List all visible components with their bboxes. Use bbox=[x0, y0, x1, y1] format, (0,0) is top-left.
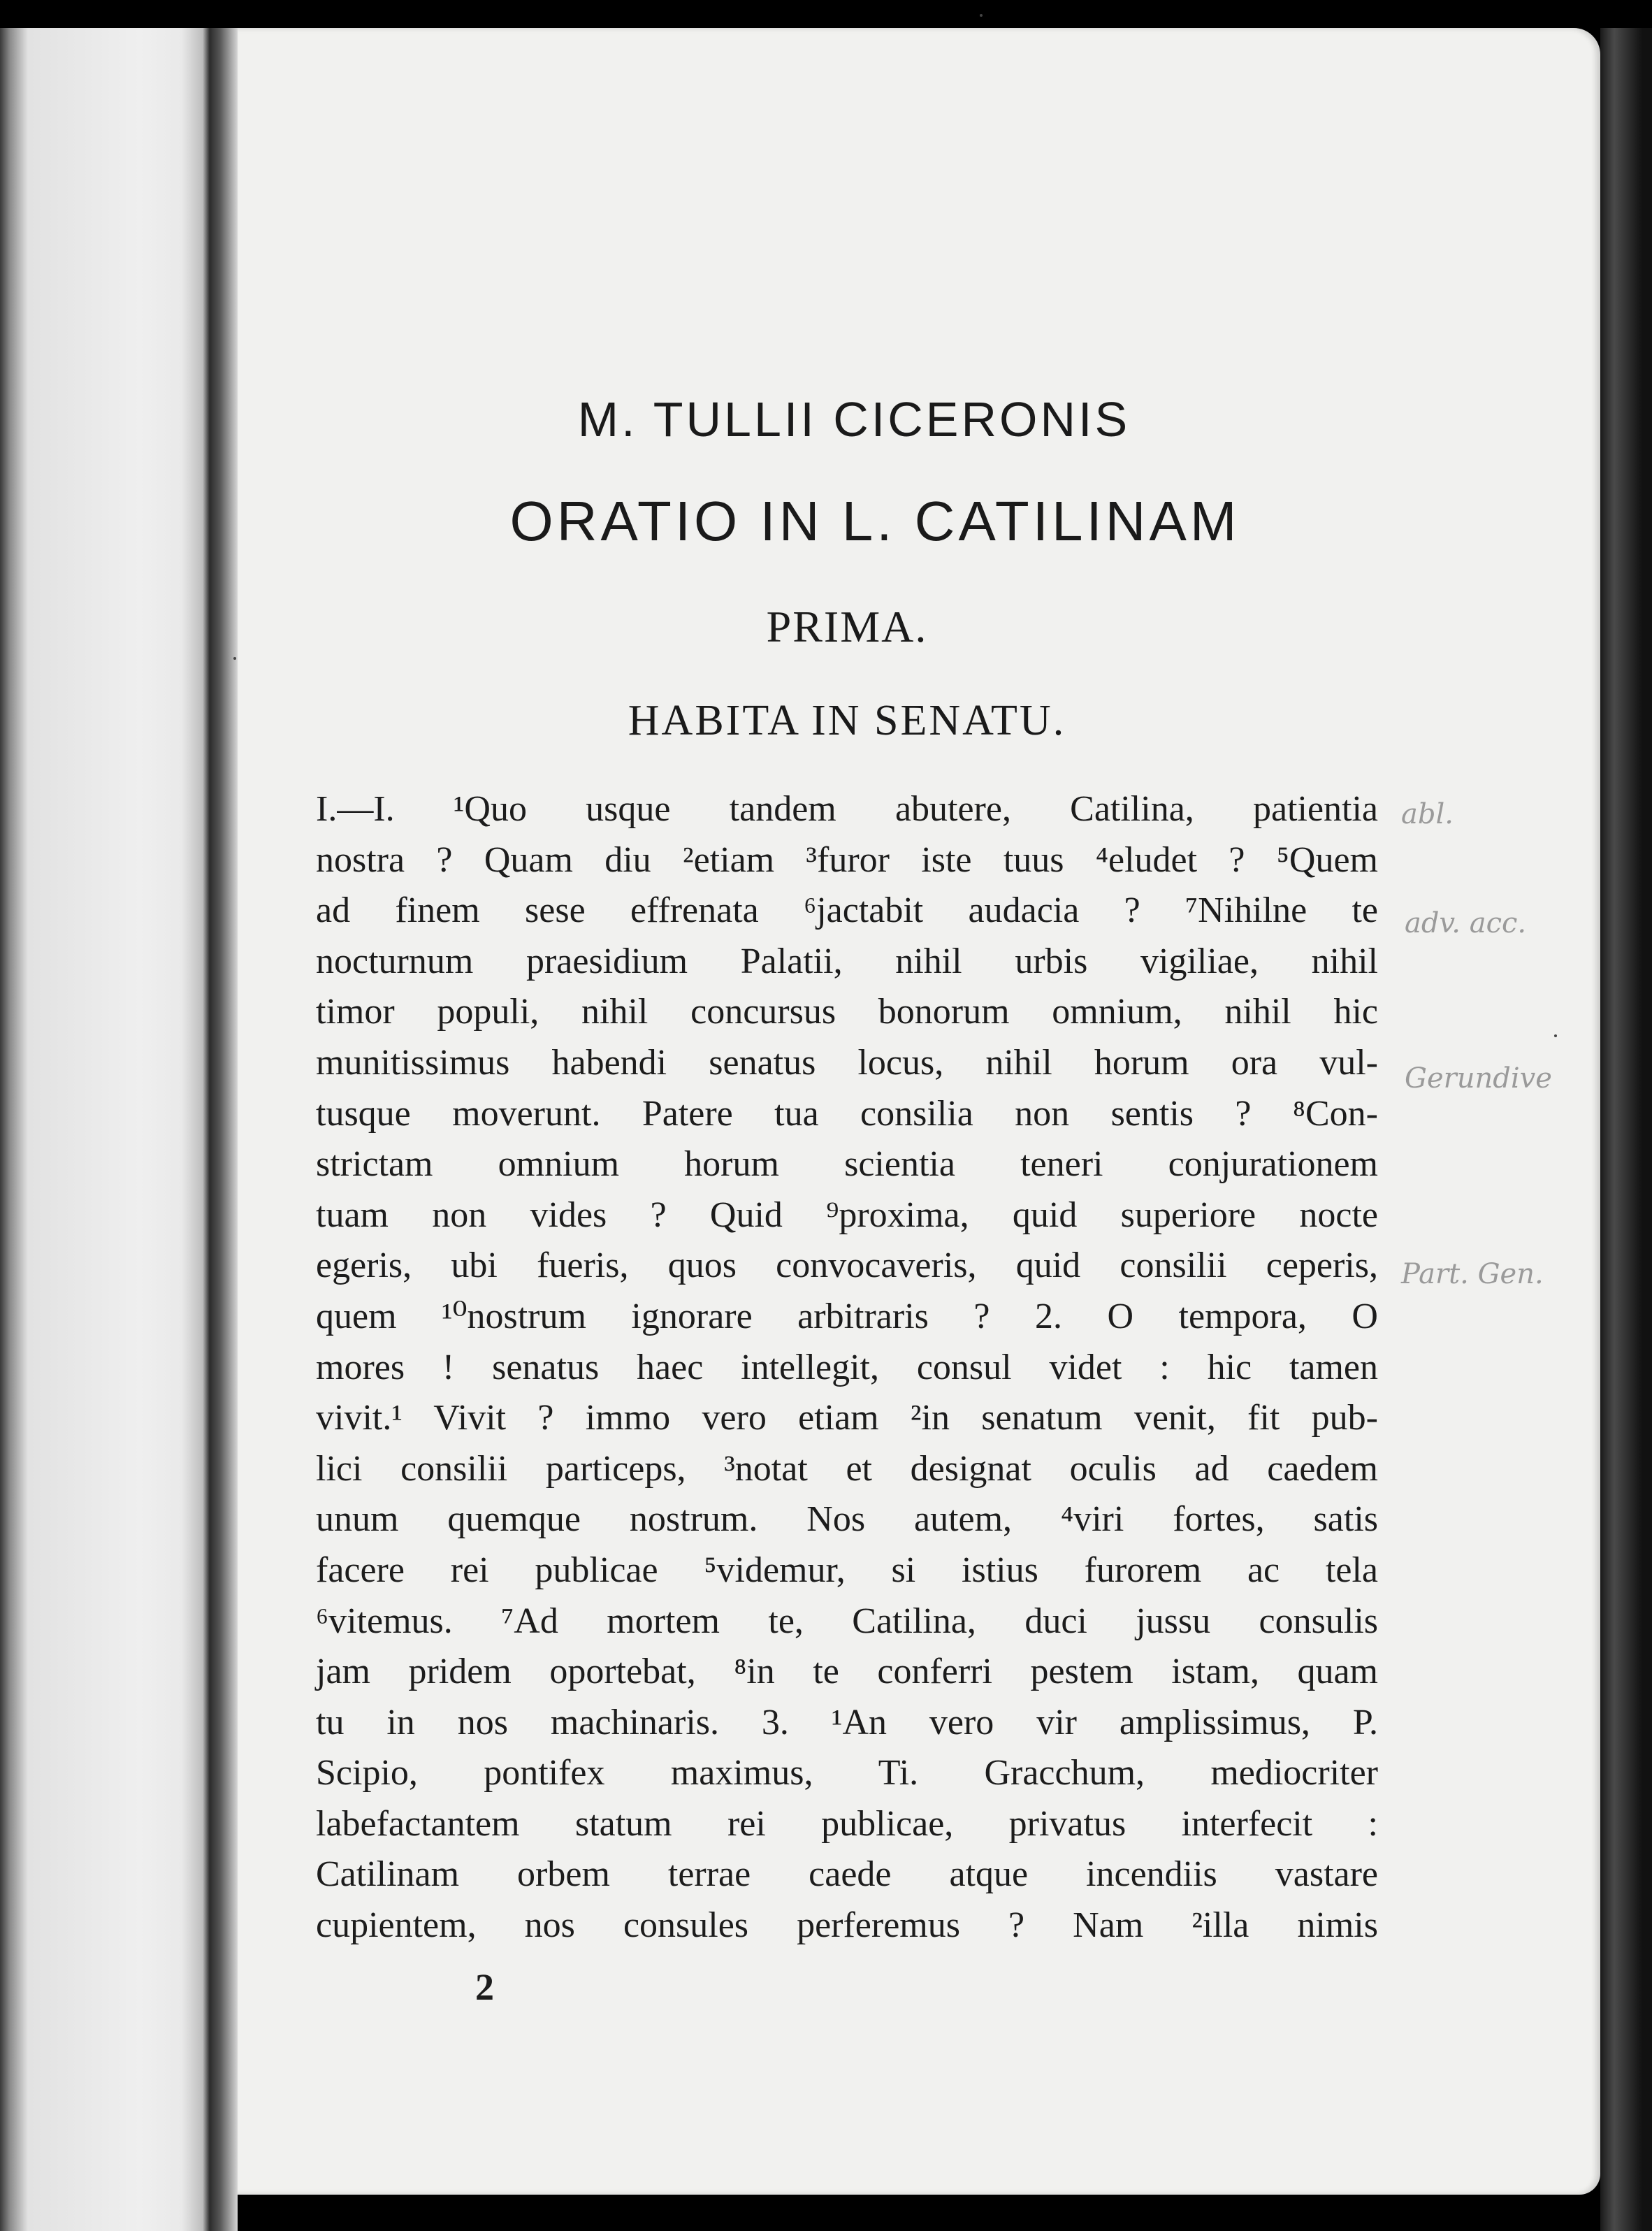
text-line: labefactantem statum rei publicae, privatus interfecit : bbox=[316, 1803, 1378, 1844]
occasion-heading: HABITA IN SENATU. bbox=[628, 697, 1066, 744]
text-line: Catilinam orbem terrae caede atque incendiis vastare bbox=[316, 1854, 1378, 1895]
text-line: ⁶vitemus. ⁷Ad mortem te, Catilina, duci jussu consulis bbox=[316, 1601, 1378, 1641]
text-line: quem ¹⁰nostrum ignorare arbitraris ? 2. O tempora, O bbox=[316, 1296, 1378, 1336]
text-line: unum quemque nostrum. Nos autem, ⁴viri fortes, satis bbox=[316, 1499, 1378, 1540]
page-edge-shadow bbox=[1600, 28, 1652, 2231]
text-line: I.—I. ¹Quo usque tandem abutere, Catilina, patientia bbox=[316, 789, 1378, 829]
scan-speck bbox=[980, 14, 983, 17]
text-line: mores ! senatus haec intellegit, consul videt : hic tamen bbox=[316, 1347, 1378, 1387]
text-line: cupientem, nos consules perferemus ? Nam ²illa nimis bbox=[316, 1905, 1378, 1946]
scan-speck bbox=[1554, 1034, 1557, 1037]
author-heading: M. TULLII CICERONIS bbox=[577, 392, 1131, 447]
text-line: tu in nos machinaris. 3. ¹An vero vir amplissimus, P. bbox=[316, 1702, 1378, 1742]
text-line: ad finem sese effrenata ⁶jactabit audacia ? ⁷Nihilne te bbox=[316, 890, 1378, 931]
text-line: egeris, ubi fueris, quos convocaveris, quid consilii ceperis, bbox=[316, 1246, 1378, 1286]
text-line: timor populi, nihil concursus bonorum omnium, nihil hic bbox=[316, 992, 1378, 1032]
margin-annotation: Part. Gen. bbox=[1401, 1258, 1544, 1290]
text-line: lici consilii particeps, ³notat et designat oculis ad caedem bbox=[316, 1448, 1378, 1489]
text-line: jam pridem oportebat, ⁸in te conferri pestem istam, quam bbox=[316, 1652, 1378, 1692]
text-line: vivit.¹ Vivit ? immo vero etiam ²in senatum venit, fit pub- bbox=[316, 1398, 1378, 1438]
text-line: nocturnum praesidium Palatii, nihil urbis vigiliae, nihil bbox=[316, 941, 1378, 981]
scan-speck bbox=[233, 657, 236, 660]
text-line: strictam omnium horum scientia teneri conjurationem bbox=[316, 1144, 1378, 1185]
text-line: nostra ? Quam diu ²etiam ³furor iste tuus ⁴eludet ? ⁵Quem bbox=[316, 839, 1378, 880]
margin-annotation: Gerundive bbox=[1405, 1062, 1552, 1095]
text-line: munitissimus habendi senatus locus, nihil horum ora vul- bbox=[316, 1042, 1378, 1083]
text-line: tuam non vides ? Quid ⁹proxima, quid superiore nocte bbox=[316, 1194, 1378, 1235]
oration-title: ORATIO IN L. CATILINAM bbox=[509, 490, 1240, 552]
text-line: facere rei publicae ⁵videmur, si istius furorem ac tela bbox=[316, 1550, 1378, 1590]
binding-strip bbox=[0, 28, 238, 2231]
latin-text-block bbox=[316, 784, 1378, 1951]
text-line: tusque moverunt. Patere tua consilia non sentis ? ⁸Con- bbox=[316, 1093, 1378, 1134]
margin-annotation: abl. bbox=[1401, 798, 1454, 830]
oration-number: PRIMA. bbox=[766, 602, 928, 651]
margin-annotation: adv. acc. bbox=[1405, 907, 1527, 939]
text-line: Scipio, pontifex maximus, Ti. Gracchum, mediocriter bbox=[316, 1753, 1378, 1793]
page-number: 2 bbox=[475, 1966, 494, 2008]
